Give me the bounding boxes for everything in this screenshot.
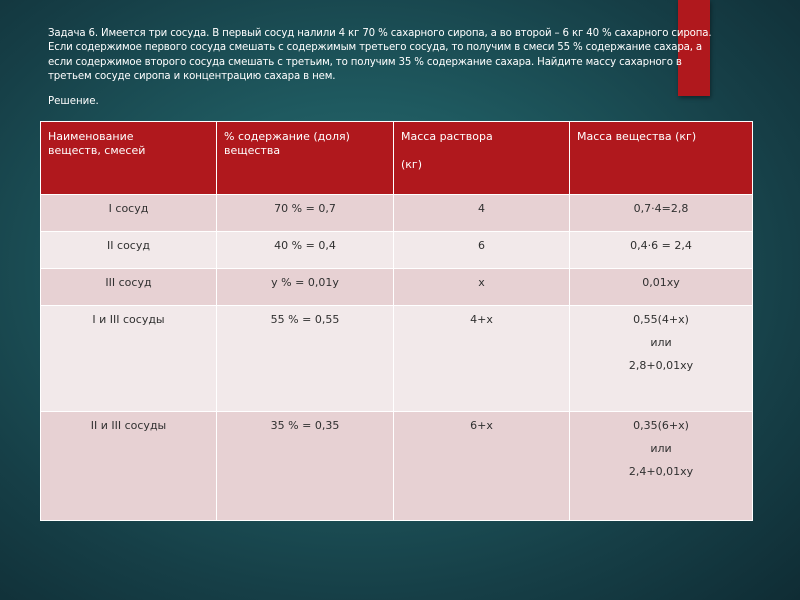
table-row <box>41 232 753 269</box>
cell-text-line: 0,35(6+х) <box>633 419 689 432</box>
cell-text-line: 2,4+0,01ху <box>628 465 694 478</box>
header-gap <box>401 144 563 158</box>
cell-text-line: 0,01ху <box>642 276 680 289</box>
cell-mass-solution: 4 <box>394 195 570 232</box>
cell-mass-solution: 6 <box>394 232 570 269</box>
header-text-line: Масса вещества (кг) <box>577 130 697 143</box>
table-row <box>41 195 753 232</box>
header-text-line: (кг) <box>401 158 423 171</box>
cell-text-line: или <box>650 442 672 455</box>
cell-percent: у % = 0,01у <box>217 269 394 306</box>
cell-spacer <box>576 327 746 336</box>
table-header <box>41 122 753 195</box>
table-row <box>41 306 753 412</box>
cell-spacer <box>576 456 746 465</box>
cell-mass-solution: 4+х <box>394 306 570 412</box>
problem-statement <box>48 27 728 85</box>
cell-spacer <box>576 350 746 359</box>
cell-mass-substance <box>570 306 753 412</box>
cell-name: III сосуд <box>41 269 217 306</box>
header-text-line: % содержание (доля) <box>224 130 350 143</box>
header-substance-name <box>41 122 217 195</box>
cell-mass-solution: х <box>394 269 570 306</box>
table-row <box>41 412 753 521</box>
header-mass-substance <box>570 122 753 195</box>
cell-spacer <box>576 433 746 442</box>
cell-name: I и III сосуды <box>41 306 217 412</box>
cell-text-line: 0,7·4=2,8 <box>633 202 689 215</box>
solution-label: Решение. <box>48 96 99 107</box>
problem-text: Задача 6. Имеется три сосуда. В первый сосуд налили 4 кг 70 % сахарного сиропа, а во второй – 6 кг 40 % сахарного сиропа. Если содержимое первого сосуда смешать с содержимым третьего сосуда, то получим в смеси 55 % содержание сахара, а если содержимое второго сосуда смешать с третьим, то получим 35 % содержание сахара. Найдите массу сахарного в третьем сосуде сиропа и концентрацию сахара в нем. <box>48 28 712 83</box>
cell-name: I сосуд <box>41 195 217 232</box>
cell-mass-substance <box>570 269 753 306</box>
header-row <box>41 122 753 195</box>
cell-text-line: 0,4·6 = 2,4 <box>630 239 692 252</box>
cell-mass-solution: 6+х <box>394 412 570 521</box>
header-percent <box>217 122 394 195</box>
header-text-line: Наименование <box>48 130 134 143</box>
cell-mass-substance <box>570 195 753 232</box>
table-row <box>41 269 753 306</box>
header-text-line: Масса раствора <box>401 130 493 143</box>
header-mass-solution <box>394 122 570 195</box>
cell-percent: 35 % = 0,35 <box>217 412 394 521</box>
cell-percent: 70 % = 0,7 <box>217 195 394 232</box>
cell-mass-substance <box>570 232 753 269</box>
cell-text-line: 2,8+0,01ху <box>628 359 694 372</box>
cell-text-line: или <box>650 336 672 349</box>
cell-name: II сосуд <box>41 232 217 269</box>
cell-mass-substance <box>570 412 753 521</box>
cell-percent: 55 % = 0,55 <box>217 306 394 412</box>
cell-text-line: 0,55(4+х) <box>633 313 689 326</box>
header-text-line: веществ, смесей <box>48 144 146 157</box>
solution-table <box>40 121 753 521</box>
header-text-line: вещества <box>224 144 281 157</box>
cell-name: II и III сосуды <box>41 412 217 521</box>
cell-percent: 40 % = 0,4 <box>217 232 394 269</box>
